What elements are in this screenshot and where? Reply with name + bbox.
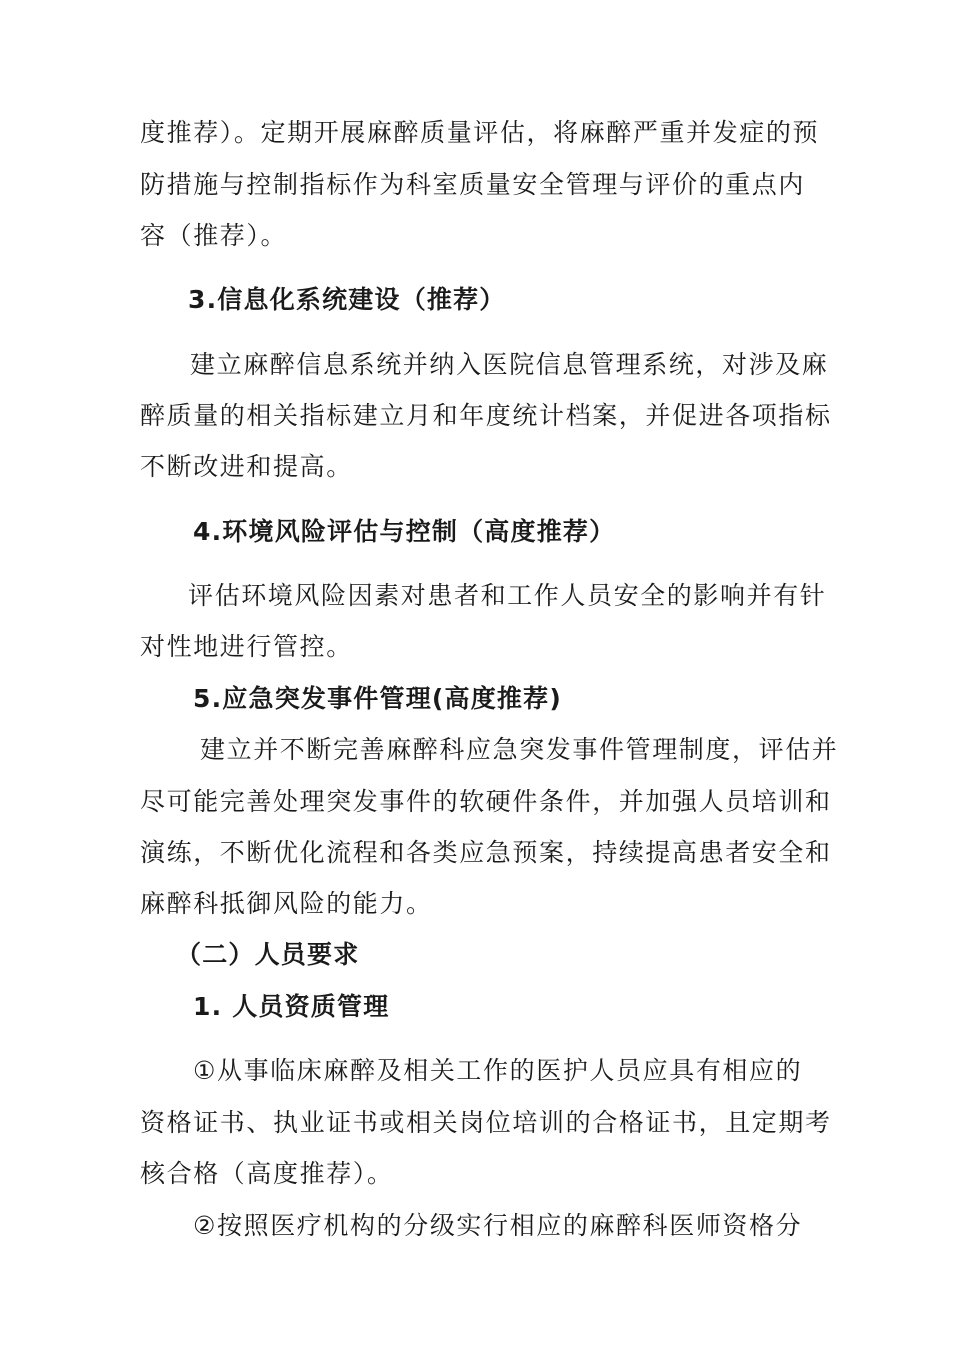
section-heading: 4.环境风险评估与控制（高度推荐） <box>193 517 616 546</box>
paragraph-line: 核合格（高度推荐）。 <box>140 1159 394 1188</box>
paragraph-line: 评估环境风险因素对患者和工作人员安全的影响并有针 <box>188 581 827 610</box>
paragraph-line: 建立并不断完善麻醉科应急突发事件管理制度，评估并 <box>200 735 839 764</box>
paragraph-line: 度推荐）。定期开展麻醉质量评估，将麻醉严重并发症的预 <box>140 118 820 147</box>
paragraph-line: 防措施与控制指标作为科室质量安全管理与评价的重点内 <box>140 170 806 199</box>
paragraph-line: 不断改进和提高。 <box>140 452 353 481</box>
paragraph-line: 对性地进行管控。 <box>140 632 353 661</box>
section-heading: （二）人员要求 <box>176 940 360 969</box>
paragraph-line: 演练，不断优化流程和各类应急预案，持续提高患者安全和 <box>140 838 832 867</box>
subsection-heading: 1. 人员资质管理 <box>193 992 390 1021</box>
section-heading: 3.信息化系统建设（推荐） <box>188 285 506 314</box>
paragraph-line: 醉质量的相关指标建立月和年度统计档案，并促进各项指标 <box>140 401 832 430</box>
section-heading: 5.应急突发事件管理(高度推荐) <box>193 684 562 713</box>
paragraph-line: 资格证书、执业证书或相关岗位培训的合格证书，且定期考 <box>140 1108 832 1137</box>
paragraph-line: 容（推荐）。 <box>140 221 288 250</box>
paragraph-line: 建立麻醉信息系统并纳入医院信息管理系统，对涉及麻 <box>190 350 829 379</box>
paragraph-line: ②按照医疗机构的分级实行相应的麻醉科医师资格分 <box>193 1211 803 1240</box>
paragraph-line: ①从事临床麻醉及相关工作的医护人员应具有相应的 <box>193 1056 803 1085</box>
paragraph-line: 尽可能完善处理突发事件的软硬件条件，并加强人员培训和 <box>140 787 832 816</box>
paragraph-line: 麻醉科抵御风险的能力。 <box>140 889 433 918</box>
